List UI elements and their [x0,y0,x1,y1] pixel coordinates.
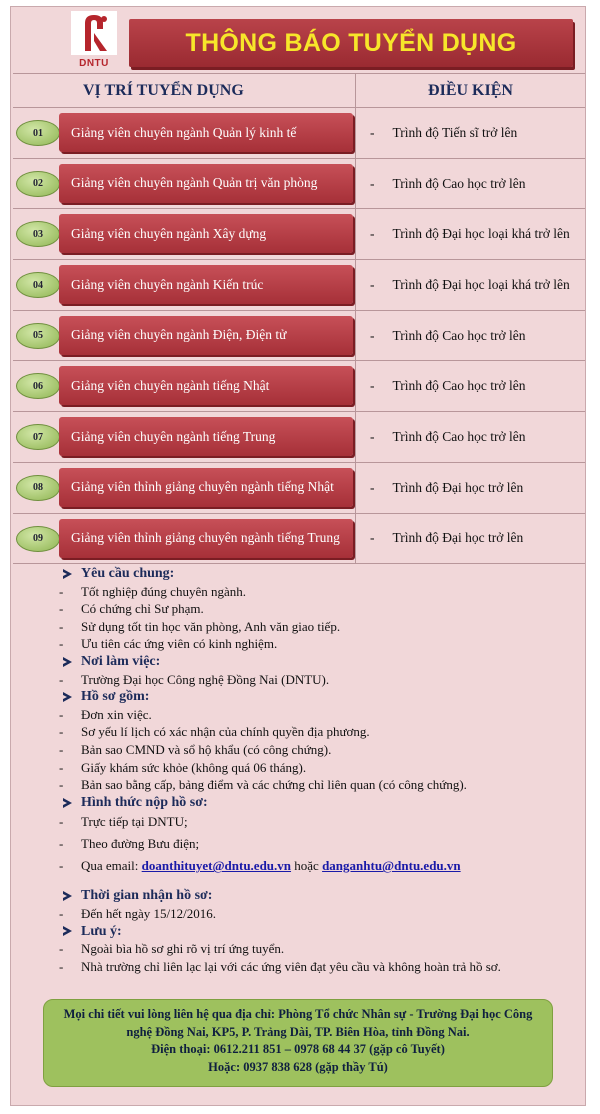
condition-cell [356,361,585,411]
list-dash: - [59,814,64,830]
logo-emblem-icon [71,11,117,55]
note-list [59,940,579,975]
list-item-text: Bản sao bằng cấp, bảng điểm và các chứng chỉ liên quan (có công chứng). [81,777,467,793]
list-dash: - [59,759,64,775]
condition-cell [356,260,585,310]
list-item [59,618,579,636]
arrow-bullet-icon [63,891,73,901]
list-item-text: Có chứng chỉ Sư phạm. [81,601,204,617]
row-number-badge: 09 [16,526,60,552]
section-requirements-heading [59,565,579,583]
email-item [59,855,579,877]
list-dash: - [59,836,64,852]
section-submission-heading [59,794,579,812]
condition-cell [356,311,585,361]
list-item [59,706,579,724]
condition-text: Trình độ Tiến sĩ trở lên [392,124,518,140]
submission-list [59,811,579,855]
section-heading-text: Hồ sơ gồm: [81,689,150,705]
row-number-badge: 07 [16,424,60,450]
list-item-text: Đến hết ngày 15/12/2016. [81,905,217,921]
row-number-badge: 06 [16,373,60,399]
contact-phone: Điện thoại: 0612.211 851 – 0978 68 44 37 (gặp cô Tuyết) [151,1042,445,1056]
position-cell [13,209,356,259]
condition-text: Trình độ Đại học loại khá trở lên [392,276,570,292]
list-dash: - [59,706,64,722]
list-dash: - [370,479,375,495]
section-note-heading [59,923,579,941]
position-label: Giảng viên thỉnh giảng chuyên ngành tiếng Nhật [59,468,353,507]
requirements-list [59,583,579,653]
list-dash: - [59,601,64,617]
email-link-2[interactable]: danganhtu@dntu.edu.vn [322,858,461,874]
list-item-text: Theo đường Bưu điện; [81,836,200,852]
contact-line-1: Mọi chi tiết vui lòng liên hệ qua địa chỉ: Phòng Tổ chức Nhân sự - Trường Đại học Công [63,1007,533,1021]
condition-text: Trình độ Cao học trở lên [392,175,526,191]
email-prefix: Qua email: [81,858,139,874]
table-row [13,514,585,565]
list-item-text: Đơn xin việc. [81,706,152,722]
table-row [13,108,585,159]
list-item-text: Sơ yếu lí lịch có xác nhận của chính quyền địa phương. [81,724,370,740]
list-item [59,671,579,689]
positions-table [13,73,585,564]
row-number-badge: 08 [16,475,60,501]
list-dash: - [370,530,375,546]
position-label: Giảng viên chuyên ngành tiếng Trung [59,417,353,456]
section-heading-text: Lưu ý: [81,923,122,939]
section-documents-heading [59,688,579,706]
arrow-bullet-icon [63,569,73,579]
position-cell [13,159,356,209]
list-dash: - [370,327,375,343]
list-item-text: Bản sao CMND và sổ hộ khẩu (có công chứng). [81,741,332,757]
table-row [13,260,585,311]
table-row [13,159,585,210]
row-number-badge: 03 [16,221,60,247]
position-cell [13,514,356,564]
table-header [13,74,585,108]
list-item [59,583,579,601]
list-item [59,600,579,618]
list-item [59,833,579,855]
logo-text: DNTU [79,58,109,69]
list-item-text: Giấy khám sức khỏe (không quá 06 tháng). [81,759,307,775]
condition-text: Trình độ Đại học trở lên [392,530,524,546]
table-row [13,311,585,362]
list-dash: - [370,378,375,394]
list-dash: - [59,618,64,634]
arrow-bullet-icon [63,657,73,667]
list-dash: - [59,671,64,687]
arrow-bullet-icon [63,798,73,808]
dntu-logo [71,11,117,69]
list-item [59,811,579,833]
list-dash: - [59,941,64,957]
position-label: Giảng viên chuyên ngành Xây dựng [59,214,353,253]
list-item-text: Nhà trường chỉ liên lạc lại với các ứng viên đạt yêu cầu và không hoàn trả hồ sơ. [81,958,501,974]
table-row [13,209,585,260]
list-dash: - [59,583,64,599]
row-number-badge: 04 [16,272,60,298]
section-heading-text: Nơi làm việc: [81,653,161,669]
row-number-badge: 02 [16,171,60,197]
list-item-text: Tốt nghiệp đúng chuyên ngành. [81,583,246,599]
position-cell [13,361,356,411]
section-heading-text: Thời gian nhận hồ sơ: [81,888,213,904]
list-dash: - [59,636,64,652]
table-body [13,108,585,564]
contact-phone-alt: Hoặc: 0937 838 628 (gặp thầy Tú) [208,1059,388,1074]
position-label: Giảng viên chuyên ngành Quản trị văn phòng [59,164,353,203]
page-title: THÔNG BÁO TUYỂN DỤNG [185,28,517,57]
list-dash: - [370,276,375,292]
list-item [59,741,579,759]
list-item [59,776,579,794]
position-cell [13,108,356,158]
section-deadline-heading [59,887,579,905]
position-label: Giảng viên chuyên ngành tiếng Nhật [59,366,353,405]
position-cell [13,412,356,462]
position-label: Giảng viên thỉnh giảng chuyên ngành tiếng Trung [59,519,353,558]
list-item-text: Trực tiếp tại DNTU; [81,814,188,830]
contact-box [43,999,553,1087]
list-item-text: Sử dụng tốt tin học văn phòng, Anh văn giao tiếp. [81,618,341,634]
recruitment-notice [10,6,586,1106]
workplace-list [59,671,579,689]
condition-cell [356,108,585,158]
position-cell [13,260,356,310]
list-item [59,759,579,777]
list-dash: - [370,175,375,191]
condition-cell [356,159,585,209]
condition-text: Trình độ Đại học loại khá trở lên [392,226,570,242]
list-item-text: Trường Đại học Công nghệ Đồng Nai (DNTU). [81,671,330,687]
header-position: VỊ TRÍ TUYỂN DỤNG [13,74,356,107]
position-label: Giảng viên chuyên ngành Điện, Điện tử [59,316,353,355]
row-number-badge: 01 [16,120,60,146]
documents-list [59,706,579,794]
condition-cell [356,514,585,564]
arrow-bullet-icon [63,692,73,702]
list-item-text: Ưu tiên các ứng viên có kinh nghiệm. [81,636,278,652]
list-dash: - [370,124,375,140]
email-or: hoặc [294,858,319,874]
contact-line-2: nghệ Đồng Nai, KP5, P. Trảng Dài, TP. Biên Hòa, tỉnh Đồng Nai. [126,1024,470,1039]
condition-cell [356,463,585,513]
condition-text: Trình độ Đại học trở lên [392,479,524,495]
deadline-list [59,905,579,923]
condition-text: Trình độ Cao học trở lên [392,378,526,394]
info-section [59,565,579,975]
list-dash: - [59,905,64,921]
list-dash: - [59,724,64,740]
arrow-bullet-icon [63,926,73,936]
position-cell [13,311,356,361]
position-label: Giảng viên chuyên ngành Quản lý kinh tế [59,113,353,152]
table-row [13,361,585,412]
list-dash: - [59,741,64,757]
condition-text: Trình độ Cao học trở lên [392,327,526,343]
list-dash: - [370,226,375,242]
condition-text: Trình độ Cao học trở lên [392,428,526,444]
list-dash: - [59,858,64,874]
section-heading-text: Hình thức nộp hồ sơ: [81,794,208,810]
table-row [13,463,585,514]
title-banner [129,19,573,67]
position-label: Giảng viên chuyên ngành Kiến trúc [59,265,353,304]
list-item-text: Ngoài bìa hồ sơ ghi rõ vị trí ứng tuyển. [81,941,285,957]
list-item [59,940,579,958]
condition-cell [356,412,585,462]
section-workplace-heading [59,653,579,671]
list-item [59,905,579,923]
list-item [59,723,579,741]
condition-cell [356,209,585,259]
list-dash: - [59,958,64,974]
section-heading-text: Yêu cầu chung: [81,566,175,581]
email-link-1[interactable]: doanthituyet@dntu.edu.vn [141,858,292,874]
row-number-badge: 05 [16,323,60,349]
position-cell [13,463,356,513]
table-row [13,412,585,463]
list-item [59,958,579,976]
header-condition: ĐIỀU KIỆN [428,81,513,99]
list-item [59,635,579,653]
list-dash: - [370,428,375,444]
list-dash: - [59,777,64,793]
